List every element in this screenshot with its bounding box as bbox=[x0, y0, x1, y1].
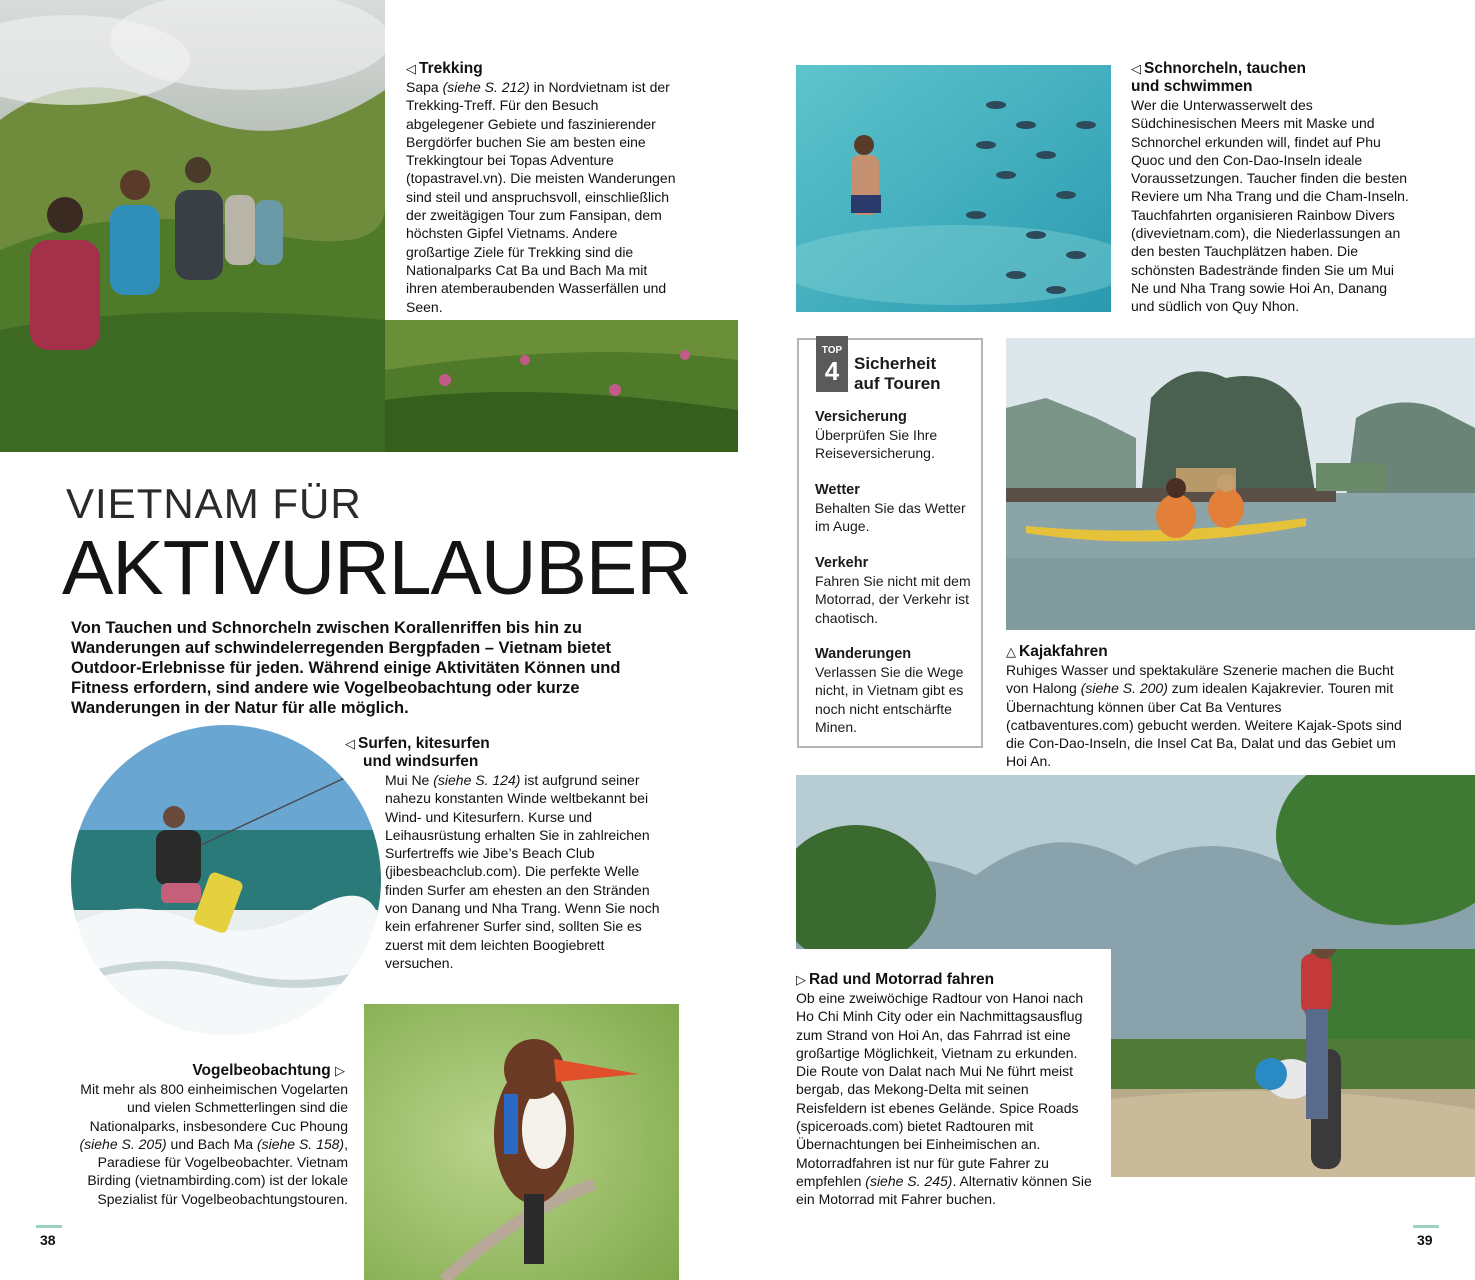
arrow-right-icon: ▷ bbox=[796, 972, 806, 987]
kayak-heading: △ Kajakfahren bbox=[1006, 643, 1108, 660]
surfing-text: Mui Ne (siehe S. 124) ist aufgrund seiner nahezu konstanten Winde weltbekannt bei Wind- und Kitesurfern. Kurse und Leihausrüstung erhalten Sie in zahlreichen Surfertreffs wie Jibe’s Beach Club (jibesbeachclub.com). Die perfekte Welle finden Surfer am ehesten an den Stränden von Danang und Nha Trang. Wenn Sie noch kein erfahrener Surfer sind, sollten Sie es zuerst mit dem leichten Boogiebrett versuchen. bbox=[385, 772, 660, 971]
page-title-small: VIETNAM FÜR bbox=[66, 480, 362, 527]
top4-badge: TOP 4 bbox=[816, 336, 848, 392]
trekking-text: Sapa (siehe S. 212) in Nordvietnam ist der Trekking-Treff. Für den Besuch abgelegener Gebiete und faszinierender Bergdörfer buchen Sie am besten eine Trekkingtour bei Topas Adventure (topastravel.vn). Die meisten Wanderungen sind steil und anspruchsvoll, einschließlich der zweitägigen Tour zum Fansipan, dem höchsten Gipfel Vietnams. Andere großartige Ziele für Trekking sind die Nationalparks Cat Ba und Bach Ma mit ihren atemberaubenden Wasserfällen und Seen. bbox=[406, 79, 676, 315]
motorbike-photo-lower bbox=[1111, 949, 1475, 1177]
snorkel-section bbox=[1131, 60, 1411, 316]
birding-section bbox=[70, 1062, 348, 1208]
page-title-big: AKTIVURLAUBER bbox=[62, 525, 691, 611]
snorkel-photo bbox=[796, 65, 1111, 312]
kayak-photo bbox=[1006, 338, 1475, 630]
bike-text: Ob eine zweiwöchige Radtour von Hanoi nach Ho Chi Minh City oder ein Nachmittagsausflug zum Strand von Hoi An, das Fahrrad ist eine großartige Möglichkeit, Vietnam zu erkunden. Die Route von Dalat nach Mui Ne führt meist bergab, das Mekong-Delta mit seinen Reisfeldern ist ebenes Gelände. Spice Roads (spiceroads.com) bietet Radtouren mit Übernachtungen bei Einheimischen an. Motorradfahren ist nur für gute Fahrer zu empfehlen (siehe S. 245). Alternativ können Sie ein Motorrad mit Fahrer buchen. bbox=[796, 990, 1092, 1208]
kayak-text: Ruhiges Wasser und spektakuläre Szenerie machen die Bucht von Halong (siehe S. 200) zum idealen Kajakrevier. Touren mit Übernachtung können über Cat Ba Ventures (catbaventures.com) gebucht werden. Weitere Kajak-Spots sind die Con-Dao-Inseln, die Insel Cat Ba, Dalat und das Gebiet um Hoi An. bbox=[1006, 662, 1402, 770]
trekking-heading: ◁ Trekking bbox=[406, 60, 483, 77]
kitesurf-photo bbox=[71, 725, 381, 1035]
page-number-accent bbox=[1413, 1225, 1439, 1228]
arrow-up-icon: △ bbox=[1006, 644, 1016, 659]
birding-text: Mit mehr als 800 einheimischen Vogelarten und vielen Schmetterlingen sind die Nationalparks, insbesondere Cuc Phoung (siehe S. 205) und Bach Ma (siehe S. 158), Paradiese für Vogelbeobachter. Vietnam Birding (vietnambirding.com) ist der lokale Spezialist für Vogelbeobachtungstouren. bbox=[79, 1081, 348, 1207]
surfing-heading: ◁ Surfen, kitesurfen und windsurfen bbox=[345, 735, 490, 770]
kayak-section bbox=[1006, 643, 1406, 771]
arrow-left-icon: ◁ bbox=[345, 736, 355, 751]
tip-hiking: Wanderungen Verlassen Sie die Wege nicht, in Vietnam gibt es noch nicht entschärfte Minen. bbox=[815, 646, 964, 735]
trekking-section bbox=[406, 60, 678, 316]
top4-title: Sicherheit auf Touren bbox=[854, 354, 941, 393]
bike-heading: ▷ Rad und Motorrad fahren bbox=[796, 971, 995, 988]
tip-insurance: Versicherung Überprüfen Sie Ihre Reiseversicherung. bbox=[815, 409, 938, 462]
page-number-accent bbox=[36, 1225, 62, 1228]
arrow-left-icon: ◁ bbox=[406, 61, 416, 76]
birding-heading: Vogelbeobachtung ▷ bbox=[192, 1062, 345, 1079]
tip-weather: Wetter Behalten Sie das Wetter im Auge. bbox=[815, 482, 966, 535]
motorbike-photo bbox=[796, 775, 1475, 949]
trekking-photo-strip bbox=[385, 320, 738, 452]
trekking-photo bbox=[0, 0, 385, 452]
arrow-right-icon: ▷ bbox=[335, 1063, 345, 1078]
kingfisher-photo bbox=[364, 1004, 679, 1280]
snorkel-heading: ◁ Schnorcheln, tauchen und schwimmen bbox=[1131, 60, 1306, 95]
surfing-section bbox=[345, 735, 675, 972]
bike-section bbox=[796, 971, 1096, 1209]
tip-traffic: Verkehr Fahren Sie nicht mit dem Motorrad, der Verkehr ist chaotisch. bbox=[815, 555, 971, 626]
top4-safety-box bbox=[797, 338, 983, 748]
arrow-left-icon: ◁ bbox=[1131, 61, 1141, 76]
page-number-right: 39 bbox=[1417, 1232, 1433, 1248]
intro-text: Von Tauchen und Schnorcheln zwischen Korallenriffen bis hin zu Wanderungen auf schwindelerregenden Bergpfaden – Vietnam bietet Outdoor-Erlebnisse für jeden. Während einige Aktivitäten Können und Fitness erfordern, sind andere wie Vogelbeobachtung oder kurze Wanderungen in der Natur für alle möglich. bbox=[71, 619, 621, 717]
snorkel-text: Wer die Unterwasserwelt des Südchinesischen Meers mit Maske und Schnorchel erkunden will, findet auf Phu Quoc und den Con-Dao-Inseln ideale Voraussetzungen. Taucher finden die besten Reviere um Nha Trang und die Cham-Inseln. Tauchfahrten organisieren Rainbow Divers (divevietnam.com), die Niederlassungen an den besten Tauchplätzen haben. Die schönsten Badestrände finden Sie um Mui Ne und Nha Trang sowie Hoi An, Danang und südlich von Quy Nhon. bbox=[1131, 97, 1409, 315]
page-number-left: 38 bbox=[40, 1232, 56, 1248]
